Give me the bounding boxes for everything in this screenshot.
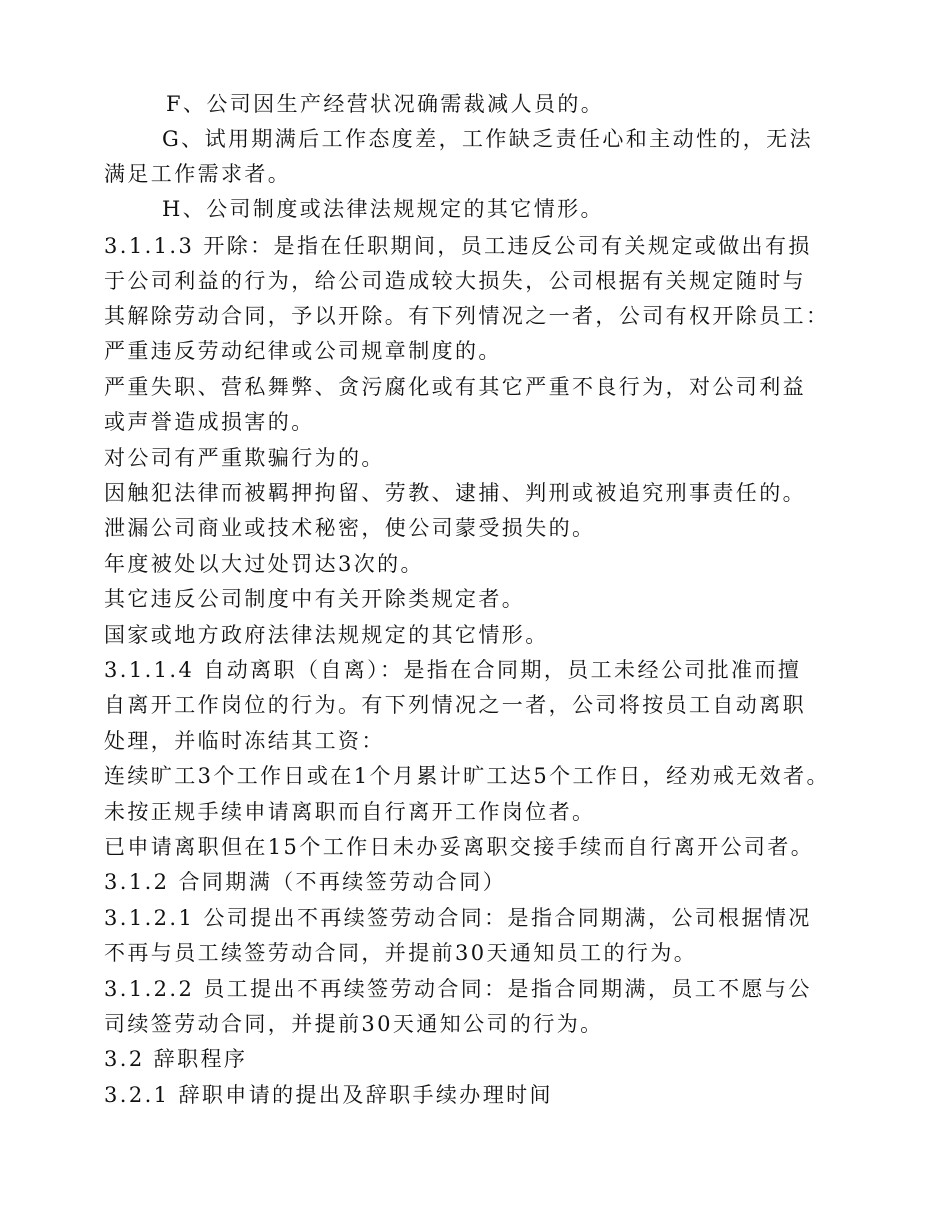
text-line: F、公司因生产经营状况确需裁减人员的。 (166, 92, 605, 116)
text-line: 自离开工作岗位的行为。有下列情况之一者，公司将按员工自动离职 (104, 693, 806, 717)
text-line: 处理，并临时冻结其工资： (104, 729, 385, 753)
text-line: 对公司有严重欺骗行为的。 (104, 446, 385, 470)
text-line: 3.2.1 辞职申请的提出及辞职手续办理时间 (104, 1083, 553, 1107)
text-line: 3.1.2 合同期满（不再续签劳动合同） (104, 870, 507, 894)
text-line: 其解除劳动合同，予以开除。有下列情况之一者，公司有权开除员工： (104, 304, 830, 328)
text-line: G、试用期满后工作态度差，工作缺乏责任心和主动性的，无法 (162, 127, 813, 151)
text-line: 因触犯法律而被羁押拘留、劳教、逮捕、判刑或被追究刑事责任的。 (104, 481, 806, 505)
text-line: 不再与员工续签劳动合同，并提前30天通知员工的行为。 (104, 941, 698, 965)
text-line: 满足工作需求者。 (104, 162, 292, 186)
text-line: 严重失职、营私舞弊、贪污腐化或有其它严重不良行为，对公司利益 (104, 375, 806, 399)
text-line: H、公司制度或法律法规规定的其它情形。 (162, 197, 604, 221)
text-line: 未按正规手续申请离职而自行离开工作岗位者。 (104, 800, 596, 824)
text-line: 3.2 辞职程序 (104, 1047, 248, 1071)
text-line: 3.1.1.4 自动离职（自离）：是指在合同期，员工未经公司批准而擅 (104, 658, 802, 682)
text-line: 连续旷工3个工作日或在1个月累计旷工达5个工作日，经劝戒无效者。 (104, 764, 830, 788)
text-line: 司续签劳动合同，并提前30天通知公司的行为。 (104, 1012, 604, 1036)
text-line: 已申请离职但在15个工作日未办妥离职交接手续而自行离开公司者。 (104, 835, 815, 859)
text-line: 3.1.2.1 公司提出不再续签劳动合同：是指合同期满，公司根据情况 (104, 906, 812, 930)
text-line: 3.1.2.2 员工提出不再续签劳动合同：是指合同期满，员工不愿与公 (104, 977, 812, 1001)
text-line: 3.1.1.3 开除：是指在任职期间，员工违反公司有关规定或做出有损 (104, 234, 812, 258)
text-line: 严重违反劳动纪律或公司规章制度的。 (104, 339, 502, 363)
text-line: 或声誉造成损害的。 (104, 410, 315, 434)
text-line: 于公司利益的行为，给公司造成较大损失，公司根据有关规定随时与 (104, 269, 806, 293)
text-line: 泄漏公司商业或技术秘密，使公司蒙受损失的。 (104, 516, 596, 540)
text-line: 国家或地方政府法律法规规定的其它情形。 (104, 623, 549, 647)
text-line: 年度被处以大过处罚达3次的。 (104, 552, 424, 576)
text-line: 其它违反公司制度中有关开除类规定者。 (104, 587, 526, 611)
